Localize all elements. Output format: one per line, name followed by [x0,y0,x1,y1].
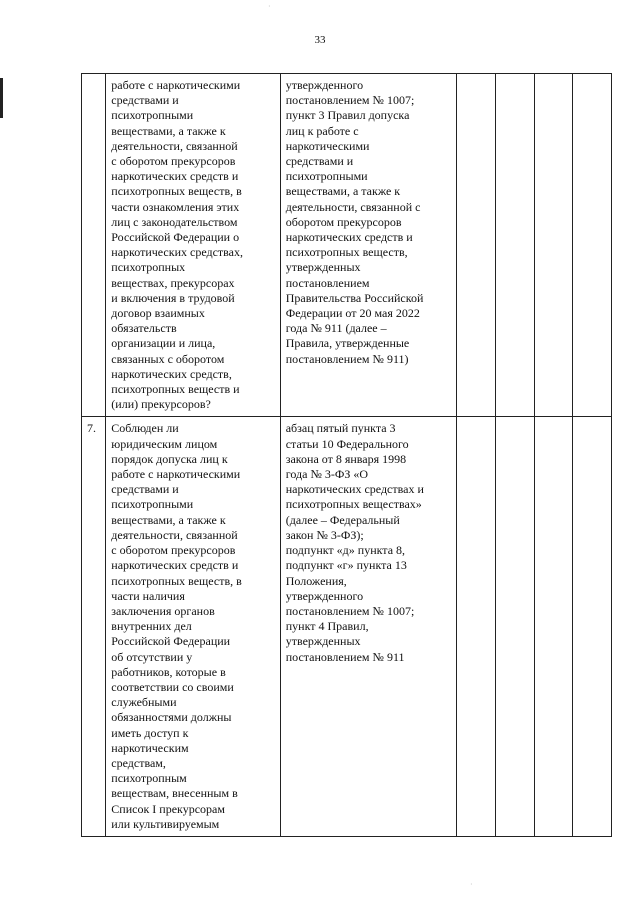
page-number: 33 [314,34,326,46]
answer-na-cell [534,74,573,417]
table-row [82,74,612,417]
table-row [82,417,612,836]
notes-cell [573,417,612,836]
scan-speck: · [268,2,271,11]
answer-no-cell [496,74,535,417]
requisites-cell: абзац пятый пункта 3 статьи 10 Федерального закона от 8 января 1998 года № 3-ФЗ «О наркотических средствах и психотропных веществах» (далее – Федеральный закон № 3-ФЗ); подпункт «д» пункта 8, подпункт «г» пункта 13 Положения, утвержденного постановлением № 1007; пункт 4 Правил, утвержденных постановлением № 911 [280,417,457,836]
answer-yes-cell [457,74,496,417]
requisites-cell: утвержденного постановлением № 1007; пункт 3 Правил допуска лиц к работе с наркотическими средствами и психотропными веществами, а также к деятельности, связанной с оборотом прекурсоров наркотических средств и психотропных веществ, утвержденных постановлением Правительства Российской Федерации от 20 мая 2022 года № 911 (далее – Правила, утвержденные постановлением № 911) [280,74,457,417]
checklist-table [81,73,612,837]
row-number: 7. [82,417,106,836]
scan-speck: · [470,880,473,889]
scan-edge-mark [0,78,3,118]
question-cell: работе с наркотическими средствами и психотропными веществами, а также к деятельности, связанной с оборотом прекурсоров наркотических средств и психотропных веществ, в части ознакомления этих лиц с законодательством Российской Федерации о наркотических средствах, психотропных веществах, прекурсорах и включения в трудовой договор взаимных обязательств организации и лица, связанных с оборотом наркотических средств, психотропных веществ и (или) прекурсоров? [106,74,280,417]
answer-na-cell [534,417,573,836]
notes-cell [573,74,612,417]
row-number [82,74,106,417]
answer-yes-cell [457,417,496,836]
question-cell: Соблюден ли юридическим лицом порядок допуска лиц к работе с наркотическими средствами и психотропными веществами, а также к деятельности, связанной с оборотом прекурсоров наркотических средств и психотропных веществ, в части наличия заключения органов внутренних дел Российской Федерации об отсутствии у работников, которые в соответствии со своими служебными обязанностями должны иметь доступ к наркотическим средствам, психотропным веществам, внесенным в Список I прекурсорам или культивируемым [106,417,280,836]
answer-no-cell [496,417,535,836]
